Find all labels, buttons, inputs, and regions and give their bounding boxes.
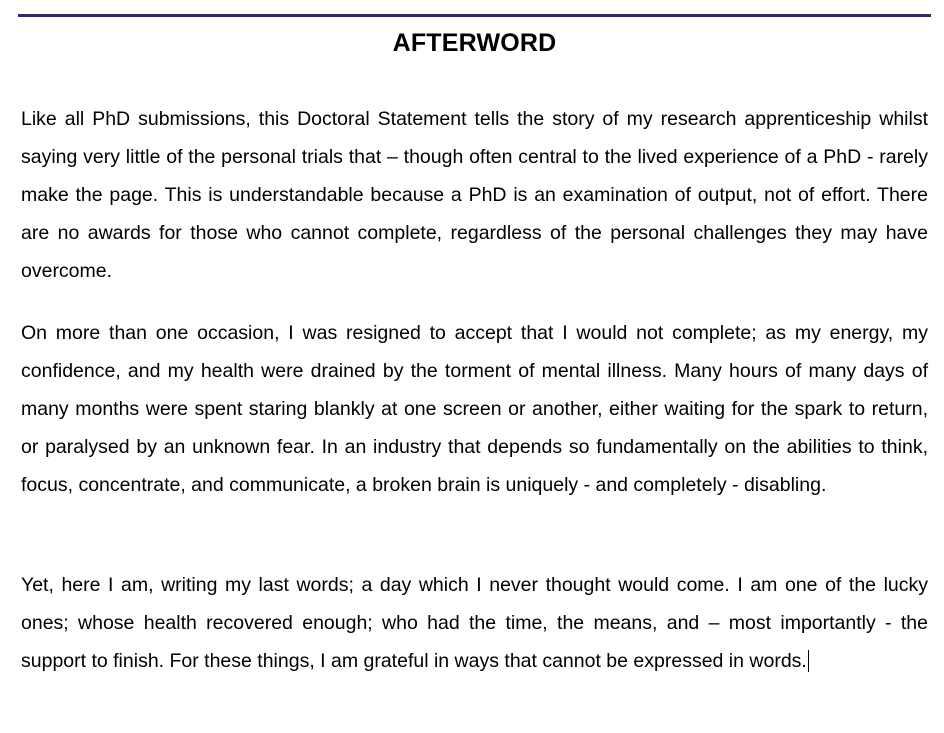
paragraph-1[interactable]: Like all PhD submissions, this Doctoral Statement tells the story of my research apprenticeship whilst saying very little of the personal trials that – though often central to the lived experience of a PhD - rarely make the page. This is understandable because a PhD is an examination of output, not of effort. There are no awards for those who cannot complete, regardless of the personal challenges they may have overcome. xyxy=(21,108,928,282)
paragraph-3-container[interactable] xyxy=(21,566,928,680)
top-horizontal-rule xyxy=(18,14,931,17)
paragraph-3[interactable]: Yet, here I am, writing my last words; a day which I never thought would come. I am one of the lucky ones; whose health recovered enough; who had the time, the means, and – most importantly - the support to finish. For these things, I am grateful in ways that cannot be expressed in words. xyxy=(21,574,928,672)
document-heading: AFTERWORD xyxy=(392,29,557,57)
text-cursor xyxy=(808,650,809,672)
paragraph-2[interactable]: On more than one occasion, I was resigned to accept that I would not complete; as my energy, my confidence, and my health were drained by the torment of mental illness. Many hours of many days of many months were spent staring blankly at one screen or another, either waiting for the spark to return, or paralysed by an unknown fear. In an industry that depends so fundamentally on the abilities to think, focus, concentrate, and communicate, a broken brain is uniquely - and completely - disabling. xyxy=(21,322,928,496)
